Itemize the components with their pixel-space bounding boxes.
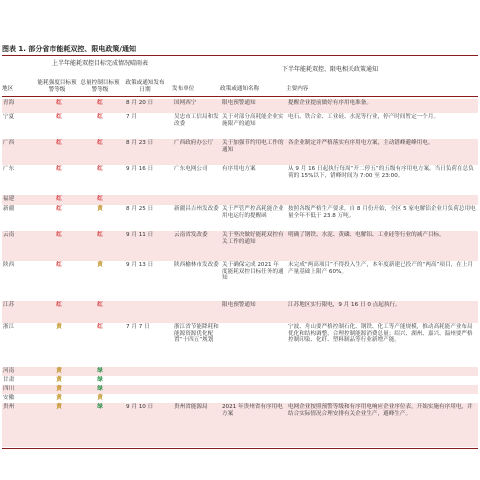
notice-cell: 关于确保完成 2021 年度能耗双控目标任务的通知 xyxy=(222,262,284,282)
date-cell: 9 月 10 日 xyxy=(126,404,154,410)
notice-cell: 关于严管严控高耗能企业用电运行的提醒函 xyxy=(222,206,284,219)
region-cell: 云南 xyxy=(3,232,15,238)
total-level-cell: 红 xyxy=(97,196,103,202)
table-row xyxy=(2,99,478,113)
issuer-cell: 国网西宁 xyxy=(174,100,197,106)
date-cell: 8 月 25 日 xyxy=(126,206,154,212)
region-cell: 贵州 xyxy=(3,404,15,410)
region-cell: 广西 xyxy=(3,140,15,146)
top-rule xyxy=(2,55,478,56)
date-cell: 8 月 20 日 xyxy=(126,100,154,106)
region-cell: 青海 xyxy=(3,100,15,106)
total-level-cell: 红 xyxy=(97,140,103,146)
table-row xyxy=(2,261,478,301)
table-row xyxy=(2,195,478,205)
main-content-cell: 从 9 月 16 日起执行每周“开二停五”的五级有序用电方案，当日负荷在总负荷的 15%以下，错峰时间为 7:00 至 23:00。 xyxy=(288,166,474,179)
date-cell: 7 月 7 日 xyxy=(126,324,150,330)
issuer-cell: 吴忠市工信局和发改委 xyxy=(174,114,219,127)
notice-cell: 2021 年贵州省有序用电方案 xyxy=(222,404,283,417)
date-cell: 9 月 13 日 xyxy=(126,262,154,268)
total-level-cell: 红 xyxy=(97,114,103,120)
issuer-cell: 贵州省能源局 xyxy=(174,404,208,410)
date-cell: 7 月 xyxy=(126,114,137,120)
total-level-cell: 绿 xyxy=(97,404,103,410)
header-group-right: 下半年能耗双控、限电相关政策通知 xyxy=(281,66,378,73)
total-level-cell: 红 xyxy=(97,166,103,172)
region-cell: 广东 xyxy=(3,166,15,172)
notice-cell: 限电预警通知 xyxy=(222,100,256,106)
col-header-issuer: 发布单位 xyxy=(172,86,195,92)
region-cell: 安徽 xyxy=(3,395,15,401)
table-row xyxy=(2,323,478,367)
total-level-cell: 绿 xyxy=(97,377,103,383)
notice-cell: 关于加强节约用电工作的通知 xyxy=(222,140,284,153)
issuer-cell: 广西政府办公厅 xyxy=(174,140,214,146)
total-level-cell: 黄 xyxy=(97,395,103,401)
table-row xyxy=(2,403,478,447)
notice-cell: 关于对部分高耗能企业实施限产的通知 xyxy=(222,114,284,127)
notice-cell: 限电预警通知 xyxy=(222,302,256,308)
notice-cell: 关于坚决做好能耗双控有关工作的通知 xyxy=(222,232,284,245)
total-level-cell: 红 xyxy=(97,302,103,308)
region-cell: 江苏 xyxy=(3,302,15,308)
region-cell: 甘肃 xyxy=(3,377,15,383)
table-row xyxy=(2,165,478,195)
table-row xyxy=(2,113,478,139)
region-cell: 浙江 xyxy=(3,324,15,330)
col-header-date: 政策或通知发布日期 xyxy=(125,80,165,93)
issuer-cell: 广东电网公司 xyxy=(174,166,208,172)
intensity-level-cell: 黄 xyxy=(56,395,62,401)
intensity-level-cell: 黄 xyxy=(56,386,62,392)
table-row xyxy=(2,367,478,376)
intensity-level-cell: 红 xyxy=(56,114,62,120)
figure-title: 图表 1. 部分省市能耗双控、限电政策/通知 xyxy=(2,45,136,53)
intensity-level-cell: 红 xyxy=(56,302,62,308)
col-header-region: 地区 xyxy=(2,86,14,92)
table-row xyxy=(2,301,478,323)
main-content-cell: 江苏地区实行限电，9 月 16 日 0 点起执行。 xyxy=(288,302,401,308)
intensity-level-cell: 黄 xyxy=(56,324,62,330)
table-row xyxy=(2,385,478,394)
main-content-cell: 宁波、舟山要严格控制石化、钢铁、化工等产能规模，推动高耗能产业布局优化和结构调整，合理控制能源消费总量；绍兴、湖州、嘉兴、温州要严格控制印染、化纤、塑料制品等行业新增产能。 xyxy=(288,324,473,344)
total-level-cell: 红 xyxy=(97,232,103,238)
col-header-total: 总量控制目标预警等级 xyxy=(80,80,120,93)
table-row xyxy=(2,231,478,261)
region-cell: 陕西 xyxy=(3,262,15,268)
issuer-cell: 云南省发改委 xyxy=(174,232,208,238)
main-content-cell: 提醒企业提前做好有序用电准备。 xyxy=(288,100,372,106)
intensity-level-cell: 黄 xyxy=(56,404,62,410)
header-rule xyxy=(2,96,478,97)
bottom-rule xyxy=(2,448,478,449)
main-content-cell: 各企业制定并严格落实有序用电方案，主动错峰避峰用电。 xyxy=(288,140,434,146)
table-row xyxy=(2,376,478,385)
total-level-cell: 绿 xyxy=(97,386,103,392)
intensity-level-cell: 红 xyxy=(56,232,62,238)
intensity-level-cell: 红 xyxy=(56,206,62,212)
issuer-cell: 新疆昌吉州发改委 xyxy=(174,206,219,212)
region-cell: 宁夏 xyxy=(3,114,15,120)
issuer-cell: 浙江省节能降耗和能源资源优化配置“十四五”规划 xyxy=(174,324,219,344)
date-cell: 9 月 16 日 xyxy=(126,166,154,172)
main-content-cell: 明确了钢铁、水泥、黄磷、电解铝、工业硅等行业的减产目标。 xyxy=(288,232,445,238)
table-row xyxy=(2,394,478,403)
table-row xyxy=(2,139,478,165)
intensity-level-cell: 红 xyxy=(56,140,62,146)
main-content-cell: 电石、铁合金、工业硅、水泥等行业，停产时间暂定一个月。 xyxy=(288,114,440,120)
col-header-main: 主要内容 xyxy=(286,86,309,92)
table-row xyxy=(2,205,478,231)
main-content-cell: 未完成“两高项目”不得投入生产，本年度新建已投产的“两高”项目，在上月产量基础上限产 60%。 xyxy=(288,262,473,275)
col-header-notice: 政策或通知名称 xyxy=(220,86,260,92)
total-level-cell: 绿 xyxy=(97,368,103,374)
region-cell: 河南 xyxy=(3,368,15,374)
total-level-cell: 红 xyxy=(97,100,103,106)
date-cell: 9 月 11 日 xyxy=(126,232,154,238)
date-cell: 8 月 23 日 xyxy=(126,140,154,146)
intensity-level-cell: 红 xyxy=(56,262,62,268)
intensity-level-cell: 黄 xyxy=(56,368,62,374)
main-content-cell: 电网企业按照预警等级和有序用电响应企业序位表，开始实施有序用电，并结合实际情况合理安排有关企业生产，避峰生产。 xyxy=(288,404,473,417)
issuer-cell: 陕西榆林市发改委 xyxy=(174,262,219,268)
header-group-left: 上半年能耗双控目标完成情况晴雨表 xyxy=(51,60,148,67)
notice-cell: 有序用电方案 xyxy=(222,166,256,172)
total-level-cell: 黄 xyxy=(97,206,103,212)
intensity-level-cell: 黄 xyxy=(56,377,62,383)
intensity-level-cell: 红 xyxy=(56,100,62,106)
total-level-cell: 黄 xyxy=(97,262,103,268)
col-header-intensity: 能耗强度目标预警等级 xyxy=(37,80,77,93)
region-cell: 福建 xyxy=(3,196,15,202)
region-cell: 新疆 xyxy=(3,206,15,212)
main-content-cell: 按照各级严格生产要求，自 8 月份开始，全区 5 家电解铝企业月负荷总用电量全年不低于 23.8 万吨。 xyxy=(288,206,476,219)
intensity-level-cell: 红 xyxy=(56,166,62,172)
region-cell: 四川 xyxy=(3,386,15,392)
total-level-cell: 红 xyxy=(97,324,103,330)
intensity-level-cell: 红 xyxy=(56,196,62,202)
